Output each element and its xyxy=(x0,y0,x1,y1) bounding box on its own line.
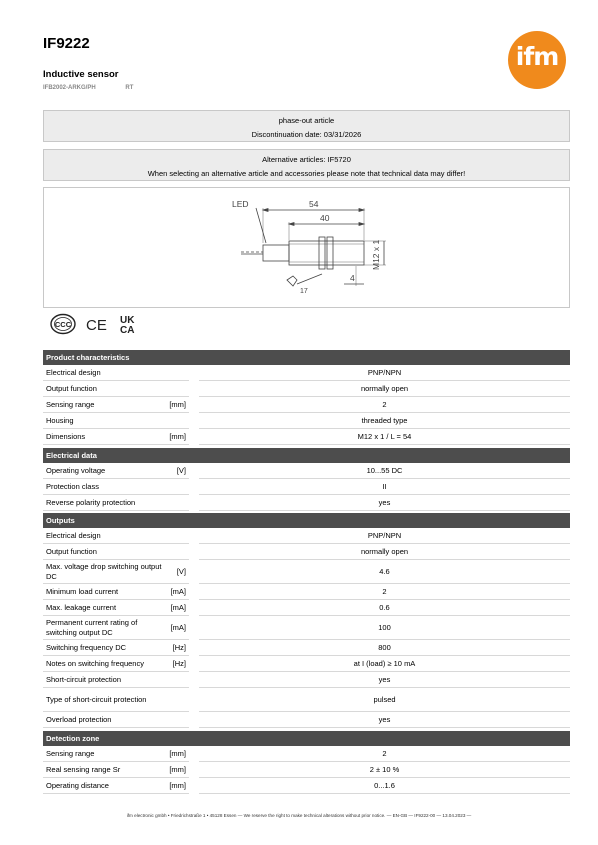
spec-value: 0...1.6 xyxy=(199,778,570,794)
spec-row xyxy=(43,616,570,640)
spec-row xyxy=(43,397,570,413)
spec-value: PNP/NPN xyxy=(199,528,570,544)
spec-row xyxy=(43,560,570,584)
sensor-drawing-svg xyxy=(44,188,571,309)
spec-label: Max. leakage current xyxy=(43,600,164,616)
section-header: Electrical data xyxy=(43,448,570,463)
section-detection-zone xyxy=(43,731,570,794)
dim-54: 54 xyxy=(309,199,319,209)
spec-unit: [mA] xyxy=(164,584,189,600)
spec-unit xyxy=(164,413,189,429)
spec-label: Overload protection xyxy=(43,712,164,728)
spec-value: yes xyxy=(199,672,570,688)
ukca-mark-top: UK xyxy=(120,315,135,326)
spec-unit: [mA] xyxy=(164,616,189,640)
spec-value: 10...55 DC xyxy=(199,463,570,479)
section-product-characteristics xyxy=(43,350,570,445)
spec-unit xyxy=(164,381,189,397)
spec-row xyxy=(43,600,570,616)
spec-row xyxy=(43,656,570,672)
spec-unit xyxy=(164,528,189,544)
spec-unit xyxy=(164,365,189,381)
spec-label: Minimum load current xyxy=(43,584,164,600)
spec-label: Short-circuit protection xyxy=(43,672,164,688)
footer-text: ifm electronic gmbh • Friedrichstraße 1 • 45128 Essen — We reserve the right to make technical alterations without prior notice. — EN-GB — IF9222-00 — 13.04.2023 — xyxy=(126,813,472,818)
spec-value: PNP/NPN xyxy=(199,365,570,381)
spec-label: Real sensing range Sr xyxy=(43,762,164,778)
section-outputs xyxy=(43,513,570,728)
alternative-line2: When selecting an alternative article and accessories please note that technical data may differ! xyxy=(147,169,466,178)
spec-label: Switching frequency DC xyxy=(43,640,164,656)
spec-label: Type of short-circuit protection xyxy=(43,688,164,712)
spec-value: 100 xyxy=(199,616,570,640)
spec-label: Max. voltage drop switching output DC xyxy=(43,560,164,584)
spec-unit: [mm] xyxy=(164,397,189,413)
alternative-line1: Alternative articles: IF5720 xyxy=(262,155,351,164)
spec-unit: [mm] xyxy=(164,429,189,445)
spec-label: Housing xyxy=(43,413,164,429)
spec-label: Dimensions xyxy=(43,429,164,445)
led-label: LED xyxy=(232,199,249,209)
product-codes xyxy=(43,85,161,91)
product-title: IF9222 xyxy=(43,35,90,52)
spec-label: Output function xyxy=(43,381,164,397)
spec-unit xyxy=(164,672,189,688)
ukca-mark-bottom: CA xyxy=(120,325,135,336)
page-footer xyxy=(0,813,598,818)
spec-row xyxy=(43,365,570,381)
spec-value: 800 xyxy=(199,640,570,656)
spec-row xyxy=(43,688,570,712)
spec-value: 4.6 xyxy=(199,560,570,584)
alternative-notice xyxy=(43,149,570,181)
dimension-drawing xyxy=(43,187,570,308)
svg-text:CCC: CCC xyxy=(54,320,72,329)
certification-marks xyxy=(50,312,150,334)
spec-label: Reverse polarity protection xyxy=(43,495,164,511)
ce-mark-icon: CE xyxy=(86,317,107,334)
section-header: Product characteristics xyxy=(43,350,570,365)
spec-unit: [V] xyxy=(164,463,189,479)
spec-row xyxy=(43,712,570,728)
spec-label: Protection class xyxy=(43,479,164,495)
dim-wrench-size: 17 xyxy=(300,288,308,295)
spec-unit xyxy=(164,479,189,495)
product-code-suffix: RT xyxy=(125,85,134,91)
spec-row xyxy=(43,640,570,656)
spec-unit xyxy=(164,712,189,728)
dim-4: 4 xyxy=(350,273,355,283)
spec-row xyxy=(43,413,570,429)
cert-icons xyxy=(50,312,150,336)
spec-value: M12 x 1 / L = 54 xyxy=(199,429,570,445)
spec-label: Sensing range xyxy=(43,397,164,413)
spec-label: Output function xyxy=(43,544,164,560)
spec-row xyxy=(43,672,570,688)
spec-unit xyxy=(164,688,189,712)
ifm-logo xyxy=(508,31,566,89)
spec-label: Notes on switching frequency xyxy=(43,656,164,672)
dim-thread: M12 x 1 xyxy=(371,239,381,270)
spec-unit xyxy=(164,495,189,511)
spec-value: yes xyxy=(199,495,570,511)
dim-40: 40 xyxy=(320,213,330,223)
spec-label: Permanent current rating of switching output DC xyxy=(43,616,164,640)
spec-row xyxy=(43,746,570,762)
spec-row xyxy=(43,528,570,544)
spec-value: 2 xyxy=(199,746,570,762)
spec-label: Operating voltage xyxy=(43,463,164,479)
ccc-mark-icon xyxy=(51,315,75,334)
spec-value: 2 ± 10 % xyxy=(199,762,570,778)
spec-value: 0.6 xyxy=(199,600,570,616)
spec-value: II xyxy=(199,479,570,495)
spec-value: threaded type xyxy=(199,413,570,429)
spec-value: yes xyxy=(199,712,570,728)
spec-value: at I (load) ≥ 10 mA xyxy=(199,656,570,672)
spec-row xyxy=(43,429,570,445)
spec-label: Operating distance xyxy=(43,778,164,794)
spec-unit: [Hz] xyxy=(164,640,189,656)
spec-row xyxy=(43,584,570,600)
spec-unit: [mm] xyxy=(164,778,189,794)
spec-row xyxy=(43,479,570,495)
spec-row xyxy=(43,463,570,479)
spec-row xyxy=(43,762,570,778)
spec-label: Sensing range xyxy=(43,746,164,762)
spec-unit: [mA] xyxy=(164,600,189,616)
spec-value: 2 xyxy=(199,397,570,413)
section-header: Outputs xyxy=(43,513,570,528)
spec-value: normally open xyxy=(199,381,570,397)
phaseout-line2: Discontinuation date: 03/31/2026 xyxy=(251,130,362,139)
spec-row xyxy=(43,544,570,560)
spec-value: normally open xyxy=(199,544,570,560)
spec-row xyxy=(43,495,570,511)
spec-row xyxy=(43,381,570,397)
section-header: Detection zone xyxy=(43,731,570,746)
spec-label: Electrical design xyxy=(43,365,164,381)
product-code: IFB2002-ARKG/PH xyxy=(43,85,96,91)
spec-label: Electrical design xyxy=(43,528,164,544)
spec-unit xyxy=(164,544,189,560)
spec-unit: [mm] xyxy=(164,762,189,778)
phaseout-notice xyxy=(43,110,570,142)
spec-row xyxy=(43,778,570,794)
phaseout-line1: phase-out article xyxy=(278,116,335,125)
section-electrical-data xyxy=(43,448,570,511)
logo-text: ifm xyxy=(515,42,559,71)
product-subtitle: Inductive sensor xyxy=(43,69,119,80)
spec-unit: [Hz] xyxy=(164,656,189,672)
spec-unit: [V] xyxy=(164,560,189,584)
spec-value: pulsed xyxy=(199,688,570,712)
spec-unit: [mm] xyxy=(164,746,189,762)
spec-value: 2 xyxy=(199,584,570,600)
